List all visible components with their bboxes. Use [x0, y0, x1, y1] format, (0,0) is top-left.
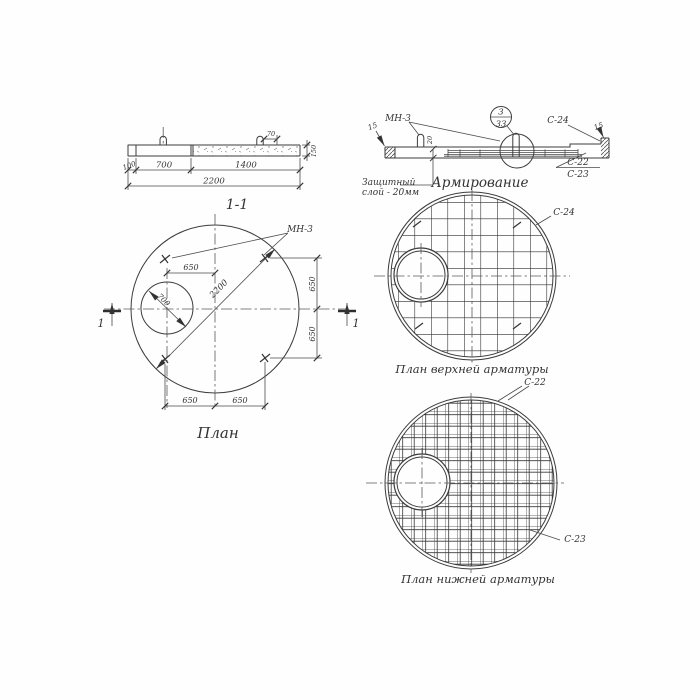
dim-diameter-2200: 2200: [207, 277, 231, 301]
callout-sheet-number: 33: [495, 119, 507, 130]
detail-callout: [491, 107, 514, 135]
c22-leader-lower: [498, 378, 546, 401]
lifting-loop-right: [257, 130, 277, 145]
lower-mesh-plan: [366, 378, 586, 586]
upper-mesh-plan: [374, 190, 575, 376]
dim-700: 700: [155, 160, 173, 171]
upper-mesh-title: План верхней арматуры: [395, 362, 549, 376]
c22-label-section: С-22: [567, 158, 589, 168]
lower-mesh-title: План нижней арматуры: [401, 572, 555, 586]
edge-15-right: 15: [592, 120, 605, 133]
section-1-1: [122, 127, 318, 213]
dim-bottom-650-left: 650: [182, 396, 198, 405]
thickness-dimension: [302, 140, 318, 161]
dim-top-650: 650: [183, 263, 199, 272]
c24-label-section: С-24: [547, 116, 569, 126]
loop-offset-dim: 70: [266, 130, 276, 138]
lifting-loop-left: [160, 127, 166, 145]
cover-note-line1: Защитный: [362, 178, 416, 188]
dim-thickness: 150: [310, 144, 318, 158]
section-cut-mark-left: [98, 303, 122, 330]
loop-mn3-left: [417, 134, 423, 147]
dim-100: 100: [121, 159, 137, 173]
edge-dim-right: [593, 120, 605, 137]
c23-label-section: С-23: [567, 170, 589, 180]
c22-c23-stack: [556, 153, 600, 180]
c23-label-lower: С-23: [564, 535, 586, 545]
slab-profile: [385, 135, 609, 158]
top-offset-dim: [167, 263, 215, 273]
callout-detail-number: 3: [498, 107, 504, 118]
upper-hole-outer: [394, 248, 448, 302]
cut-label-right: 1: [352, 317, 360, 330]
edge-dim-left: [367, 120, 385, 146]
dim-right-650-upper: 650: [308, 276, 317, 292]
cover-layer-note: [362, 136, 436, 198]
dim-right-650-lower: 650: [308, 326, 317, 342]
dim-hole-700: 700: [155, 291, 173, 309]
dim-2200: 2200: [203, 176, 225, 187]
reinforcement-title: Армирование: [431, 175, 529, 191]
reinforcement-section: [362, 107, 609, 199]
slab-section-body: [128, 145, 300, 156]
plan-title: План: [197, 424, 239, 442]
mn3-leader: [384, 114, 500, 141]
c24-leader-upper: [536, 208, 575, 225]
cut-label-left: 1: [97, 317, 105, 330]
section-title: 1-1: [225, 197, 249, 213]
cover-note-line2: слой - 20мм: [362, 188, 420, 198]
cover-dim-20: 20: [426, 135, 434, 145]
plan-view: [98, 214, 360, 442]
dim-bottom-650-right: 650: [232, 396, 248, 405]
hole-diameter-dim: [149, 291, 186, 327]
c22-label-lower: С-22: [524, 378, 546, 388]
edge-15-left: 15: [366, 120, 379, 133]
mn3-label-plan: МН-3: [287, 225, 313, 235]
right-vertical-dims: [270, 258, 322, 358]
c24-label-upper: С-24: [553, 208, 575, 218]
mn3-label: МН-3: [385, 114, 411, 124]
dimension-row-2: [128, 177, 300, 187]
slab-diameter-dim: [156, 249, 275, 369]
c24-leader: [547, 116, 600, 141]
section-cut-mark-right: [338, 303, 360, 330]
dim-1400: 1400: [235, 160, 257, 171]
